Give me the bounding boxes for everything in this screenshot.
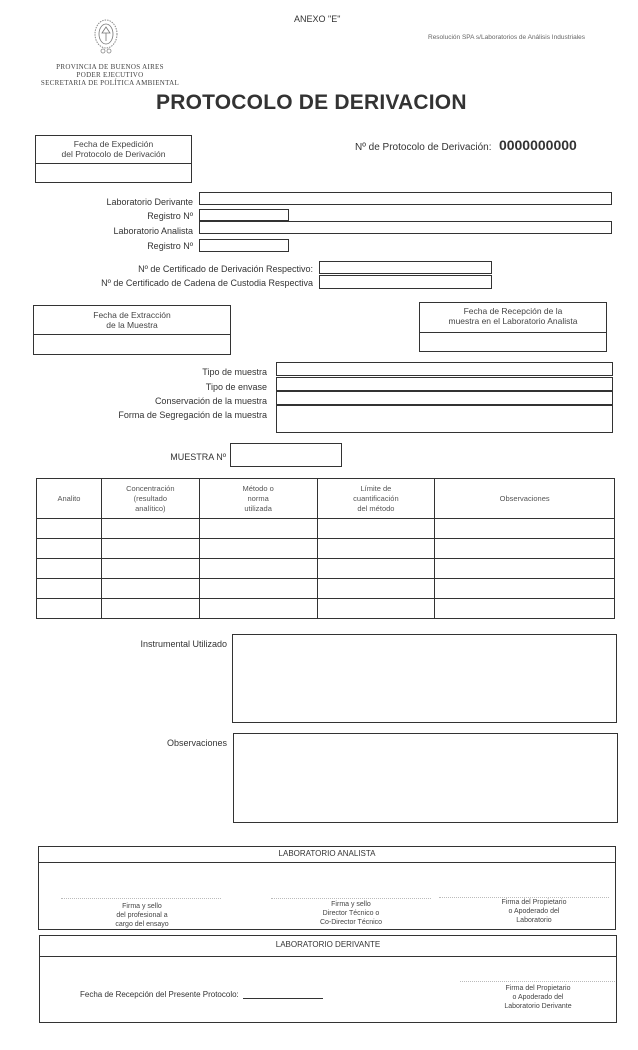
segregacion-label: Forma de Segregación de la muestra — [118, 410, 267, 420]
lab-analista-section — [38, 846, 616, 930]
muestra-number-field[interactable] — [230, 443, 342, 467]
col-header-concentracion: Concentración (resultado analítico) — [101, 479, 199, 519]
cell-analito[interactable] — [37, 579, 102, 599]
tipo-muestra-field[interactable] — [276, 362, 613, 376]
cell-concentracion[interactable] — [101, 559, 199, 579]
signature-owner: Firma del Propietario o Apoderado del Laboratorio — [501, 899, 567, 924]
cell-analito[interactable] — [37, 519, 102, 539]
col-header-limite: Límite de cuantificación del método — [317, 479, 435, 519]
protocol-number — [355, 137, 577, 155]
signature-director: Firma y sello Director Técnico o Co-Director Técnico — [319, 901, 383, 926]
org-line-province: PROVINCIA DE BUENOS AIRES — [56, 63, 164, 71]
emblem-icon — [93, 18, 119, 56]
cell-metodo[interactable] — [199, 599, 317, 619]
reception-date-field[interactable] — [420, 333, 606, 351]
cert-derivacion-label: Nº de Certificado de Derivación Respectivo: — [138, 264, 313, 274]
table-row — [37, 559, 615, 579]
lab-derivante-section-title: LABORATORIO DERIVANTE — [40, 936, 616, 957]
anexo-label: ANEXO "E" — [294, 14, 341, 24]
instrumental-label: Instrumental Utilizado — [140, 639, 227, 649]
reception-date-box — [419, 302, 607, 352]
cert-custodia-field[interactable] — [319, 275, 492, 289]
registro-1-label: Registro Nº — [147, 211, 193, 221]
reception-protocol — [80, 989, 323, 999]
observaciones-label: Observaciones — [166, 738, 227, 748]
cell-analito[interactable] — [37, 559, 102, 579]
expedition-date-header — [36, 136, 191, 164]
lab-derivante-section — [39, 935, 617, 1023]
reception-protocol-label: Fecha de Recepción del Presente Protocolo: — [80, 990, 239, 999]
col-header-observaciones: Observaciones — [435, 479, 615, 519]
cell-observaciones[interactable] — [435, 559, 615, 579]
cell-observaciones[interactable] — [435, 519, 615, 539]
signature-professional: Firma y sello del profesional a cargo del ensayo — [115, 903, 169, 928]
protocol-number-value: 0000000000 — [498, 137, 577, 153]
registro-1-field[interactable] — [199, 209, 289, 221]
lab-analista-section-title: LABORATORIO ANALISTA — [39, 847, 615, 863]
signature-line-derivante-owner — [460, 981, 615, 982]
org-line-secretariat: SECRETARIA DE POLÍTICA AMBIENTAL — [40, 79, 180, 87]
org-block — [20, 63, 200, 87]
reception-date-label-1: Fecha de Recepción de la — [463, 306, 563, 316]
tipo-muestra-label: Tipo de muestra — [202, 367, 267, 377]
cell-concentracion[interactable] — [101, 519, 199, 539]
cell-analito[interactable] — [37, 539, 102, 559]
expedition-date-label-1: Fecha de Expedición — [73, 139, 154, 149]
resolution-label: Resolución SPA s/Laboratorios de Análisis Industriales — [428, 34, 586, 41]
protocol-number-label: Nº de Protocolo de Derivación: — [355, 142, 492, 153]
cell-metodo[interactable] — [199, 519, 317, 539]
cell-limite[interactable] — [317, 579, 435, 599]
cell-observaciones[interactable] — [435, 579, 615, 599]
results-table — [36, 478, 615, 619]
cell-concentracion[interactable] — [101, 579, 199, 599]
cell-limite[interactable] — [317, 599, 435, 619]
cell-analito[interactable] — [37, 599, 102, 619]
signature-derivante-owner: Firma del Propietario o Apoderado del Laboratorio Derivante — [504, 985, 572, 1010]
col-header-analito: Analito — [37, 479, 102, 519]
reception-date-header — [420, 303, 606, 333]
registro-2-label: Registro Nº — [147, 241, 193, 251]
expedition-date-label-2: del Protocolo de Derivación — [61, 149, 166, 159]
table-row — [37, 599, 615, 619]
tipo-envase-label: Tipo de envase — [205, 382, 267, 392]
cell-limite[interactable] — [317, 539, 435, 559]
observaciones-field[interactable] — [233, 733, 618, 823]
reception-date-label-2: muestra en el Laboratorio Analista — [448, 316, 578, 326]
page-title: PROTOCOLO DE DERIVACION — [156, 91, 467, 114]
cell-metodo[interactable] — [199, 579, 317, 599]
signature-line-director — [271, 898, 431, 899]
cell-concentracion[interactable] — [101, 599, 199, 619]
cell-metodo[interactable] — [199, 559, 317, 579]
extraction-date-header — [34, 306, 230, 335]
conservacion-label: Conservación de la muestra — [154, 396, 267, 406]
expedition-date-box — [35, 135, 192, 183]
extraction-date-label-1: Fecha de Extracción — [93, 310, 171, 320]
registro-2-field[interactable] — [199, 239, 289, 252]
cert-custodia-label: Nº de Certificado de Cadena de Custodia Respectiva — [101, 278, 313, 288]
table-row — [37, 539, 615, 559]
cell-observaciones[interactable] — [435, 599, 615, 619]
reception-protocol-field[interactable] — [243, 989, 323, 999]
tipo-envase-field[interactable] — [276, 377, 613, 391]
conservacion-field[interactable] — [276, 391, 613, 405]
expedition-date-field[interactable] — [36, 164, 191, 182]
cell-metodo[interactable] — [199, 539, 317, 559]
cert-derivacion-field[interactable] — [319, 261, 492, 274]
cell-limite[interactable] — [317, 519, 435, 539]
results-table-header — [37, 479, 615, 519]
cell-limite[interactable] — [317, 559, 435, 579]
lab-derivante-field[interactable] — [199, 192, 612, 205]
signature-line-professional — [61, 898, 221, 899]
table-row — [37, 579, 615, 599]
cell-concentracion[interactable] — [101, 539, 199, 559]
muestra-number-label: MUESTRA Nº — [170, 452, 226, 462]
segregacion-field[interactable] — [276, 405, 613, 433]
extraction-date-field[interactable] — [34, 335, 230, 354]
cell-observaciones[interactable] — [435, 539, 615, 559]
col-header-metodo: Método o norma utilizada — [199, 479, 317, 519]
extraction-date-box — [33, 305, 231, 355]
lab-derivante-label: Laboratorio Derivante — [106, 197, 193, 207]
lab-analista-label: Laboratorio Analista — [113, 226, 193, 236]
instrumental-field[interactable] — [232, 634, 617, 723]
extraction-date-label-2: de la Muestra — [106, 320, 158, 330]
table-row — [37, 519, 615, 539]
org-line-executive: PODER EJECUTIVO — [76, 71, 144, 79]
lab-analista-field[interactable] — [199, 221, 612, 234]
